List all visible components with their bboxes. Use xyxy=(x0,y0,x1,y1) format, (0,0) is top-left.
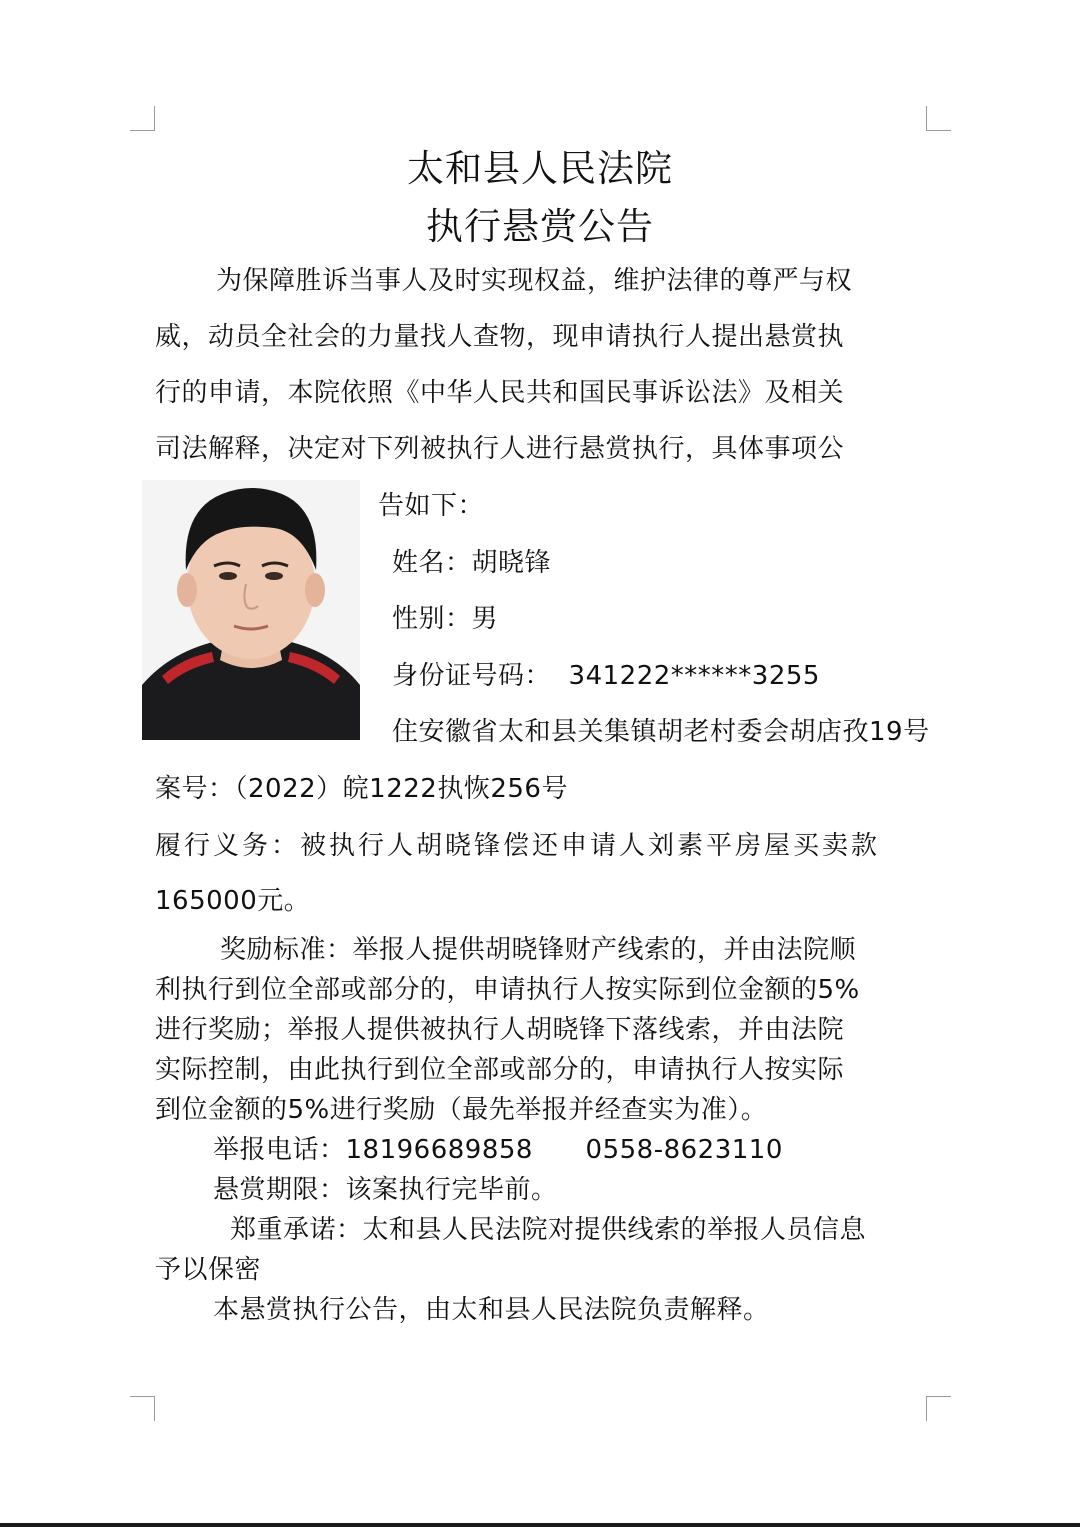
intro-line-5: 告如下： xyxy=(378,491,485,521)
reward-line-1: 奖励标准：举报人提供胡晓锋财产线索的，并由法院顺 xyxy=(220,935,857,965)
person-photo xyxy=(142,480,360,740)
reward-line-5: 到位金额的5%进行奖励（最先举报并经查实为准）。 xyxy=(155,1095,768,1125)
page-corner-mark-bottom-right xyxy=(926,1396,951,1421)
person-id-number: 身份证号码： 341222******3255 xyxy=(392,661,820,691)
person-gender: 性别：男 xyxy=(392,604,499,634)
reward-line-3: 进行奖励；举报人提供被执行人胡晓锋下落线索，并由法院 xyxy=(155,1015,845,1045)
bottom-border xyxy=(0,1523,1080,1527)
page-corner-mark-bottom-left xyxy=(130,1396,155,1421)
closing-statement: 本悬赏执行公告，由太和县人民法院负责解释。 xyxy=(213,1295,770,1325)
reward-line-2: 利执行到位全部或部分的，申请执行人按实际到位金额的5% xyxy=(155,975,860,1005)
person-address: 住安徽省太和县关集镇胡老村委会胡店孜19号 xyxy=(392,717,930,747)
page-corner-mark-top-right xyxy=(926,106,951,131)
intro-line-3: 行的申请，本院依照《中华人民共和国民事诉讼法》及相关 xyxy=(155,378,845,408)
person-portrait-image xyxy=(142,480,360,740)
obligation-line-2: 165000元。 xyxy=(155,886,311,916)
notice-title-heading: 执行悬赏公告 xyxy=(426,205,654,248)
intro-line-4: 司法解释，决定对下列被执行人进行悬赏执行，具体事项公 xyxy=(155,434,845,464)
reward-line-4: 实际控制，由此执行到位全部或部分的，申请执行人按实际 xyxy=(155,1055,845,1085)
confidentiality-promise-line-2: 予以保密 xyxy=(155,1255,262,1285)
report-phone-numbers: 举报电话：18196689858 0558-8623110 xyxy=(213,1135,783,1165)
confidentiality-promise-line-1: 郑重承诺：太和县人民法院对提供线索的举报人员信息 xyxy=(230,1215,867,1245)
intro-line-2: 威，动员全社会的力量找人查物，现申请执行人提出悬赏执 xyxy=(155,322,845,352)
intro-line-1: 为保障胜诉当事人及时实现权益，维护法律的尊严与权 xyxy=(216,266,853,296)
person-name: 姓名：胡晓锋 xyxy=(392,548,552,578)
obligation-line-1: 履行义务：被执行人胡晓锋偿还申请人刘素平房屋买卖款 xyxy=(155,831,881,861)
case-number: 案号：（2022）皖1222执恢256号 xyxy=(155,774,568,804)
page-corner-mark-top-left xyxy=(130,106,155,131)
reward-deadline: 悬赏期限：该案执行完毕前。 xyxy=(213,1175,558,1205)
court-name-heading: 太和县人民法院 xyxy=(407,147,673,190)
